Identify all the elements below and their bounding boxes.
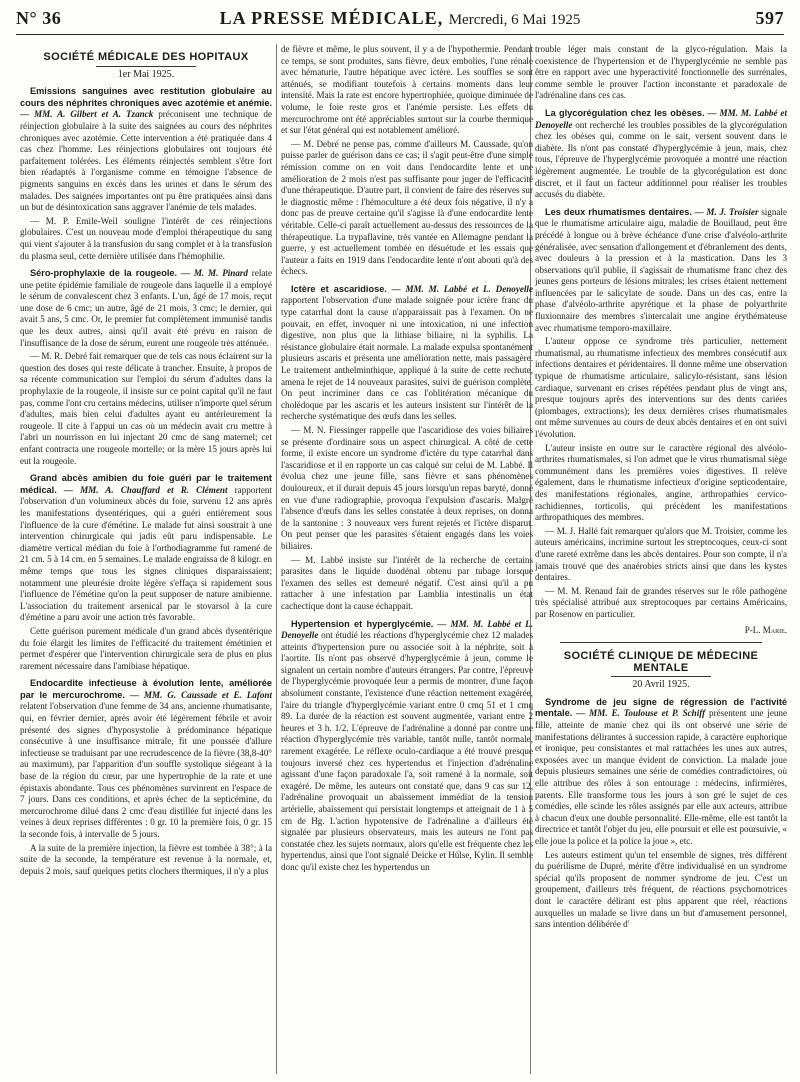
article-title: La glycorégulation chez les obèses.: [545, 107, 705, 118]
article-paragraph: L'auteur oppose ce syndrome très particulier, nettement rhumatismal, au rhumatisme infectieux des membres consécutif aux infections dentaires et péridentaires. Il donne même une observation typique de rhumatisme articulaire, salicylo-résistant, sans lésion cardiaque, survenant en crises répétées pendant plus de vingt ans, presque toujours après des interventions sur des dents cariées (plombages, extractions); les deux dernières crises rhumatismales ont même survenues au cours de deux abcès dentaires et en ont suivi l'évolution.: [535, 336, 787, 439]
article-paragraph: — M. Debré ne pense pas, comme d'ailleurs M. Caussade, qu'on puisse parler de guérison dans ce cas; il s'agit peut-être d'une simple rémission comme on en voit dans l'endocardite lente et une amélioration de 2 mois n'est pas suffisante pour juger de l'efficacité d'une thérapeutique. D'autre part, il convient de faire des réserves sur le diagnostic même : l'hémoculture a été deux fois négative, il n'y a donc pas de preuve certaine qu'il s'agisse là d'une endocardite lente véritable. Celle-ci paraît actuellement au-dessus des ressources de la thérapeutique. La trypaflavine, très vantée en Allemagne pendant la guerre, y est actuellement tombée en désuétude et les essais que l'auteur a faits en 1919 dans l'endocardite lente n'ont abouti qu'à des échecs.: [281, 138, 533, 277]
signature: [535, 625, 787, 637]
column-3: [535, 44, 787, 1076]
article-authors: — M. M. Pinard: [180, 268, 248, 279]
article-authors: — MM. G. Caussade et E. Lafont: [129, 689, 272, 700]
column-1: [20, 44, 272, 1076]
article-paragraph: Les auteurs estiment qu'un tel ensemble de signes, très différent du puérilisme de Dupré, mérite d'être individualisé en un syndrome spécial qu'ils proposent de nommer syndrome de jeu. C'est un groupement, d'ailleurs très fréquent, de réactions psychomotrices dont le caractère délirant est plus apparent que réel, réactions auxquelles un malade se livre dans un but d'amusement personnel, sans intention délibérée d': [535, 849, 787, 930]
article-authors: — M. J. Troisier: [694, 206, 759, 217]
article-text: rapportent l'observation d'un volumineux abcès du foie, survenu 12 ans après les manifestations dysentériques, qui a guéri entièrement sous l'influence de la cure d'émétine. Le malade fut ainsi soustrait à une intervention chirurgicale qui jadis eût paru indispensable. Le diamètre vertical médian du foie à l'orthodiagramme fut ramené de 21 cm. 5 à 14 cm. en 5 semaines. Le malade engraissa de 8 kilogr. en même temps que tous les signes cliniques disparaissaient; notamment une pleurésie droite légère s'effaça si rapidement sous l'influence de l'émétine qu'on la peut supposer de nature amibienne. L'association du traitement arsenical par le stovarsol à la cure d'émétine a paru avoir une action très favorable.: [20, 484, 272, 623]
signature-text: P-L. Marie.: [744, 624, 787, 635]
article-text: préconisent une technique de réinjection globulaire à la suite des saignées au cours des néphrites chroniques avec azotémie. Cette intervention a été pratiquée dans 4 cas chez l'homme. Les réinjections globulaires ont toujours été parfaitement tolérées. Les éléments réinjectés semblent s'être fort bien réadaptés à l'organisme comme en témoigne l'absence de pigments sanguins en excès dans les urines et dans le sérum des malades. Des saignées importantes ont pu être pratiquées ainsi dans un but de désintoxication sans aggraver l'anémie de tels malades.: [20, 109, 272, 213]
article-paragraph: — M. P. Emile-Weil souligne l'intérêt de ces réinjections globulaires. C'est un nouveau mode d'emploi thérapeutique du sang qui vient s'ajouter à la transfusion du sang complet et à la transfusion du plasma seul, cette dernière utilisée dans l'hémophilie.: [20, 215, 272, 261]
article-paragraph: L'auteur insiste en outre sur le caractère régional des alvéolo-arthrites rhumatismales, si l'on admet que le virus rhumatismal siège communément dans les premières voies digestives. Il relève également, dans le rhumatisme infectieux d'origine septicodentaire, des manifestations régionales, angine, arthropathies cervico-rachidiennes, torticolis, qui précèdent les manifestations arthropathiques des membres.: [535, 442, 787, 523]
society-rule: [611, 676, 712, 677]
article-title: Ictère et ascaridiose.: [291, 283, 387, 294]
page-number: 597: [755, 8, 784, 28]
article-paragraph: A la suite de la première injection, la fièvre est tombée à 38°; à la suite de la seconde, la température est revenue à la normale, et, depuis 2 mois, sauf quelques petits clochers thermiques, il n'y a plus: [20, 842, 272, 876]
article-paragraph: — M. M. Renaud fait de grandes réserves sur le rôle pathogène très spécialisé attribué aux streptocoques par certains Américains, par Rosenow en particulier.: [535, 585, 787, 619]
article-paragraph: [281, 619, 533, 874]
article-paragraph: de fièvre et même, le plus souvent, il y a de l'hypothermie. Pendant ce temps, se sont produites, sans fièvre, deux embolies, l'une rénale avec hématurie, l'autre hépatique avec ictère. Les souffles se sont atténués, se modifiant toutefois à certains moments dans leur intensité. Mais la rate est encore hypertrophiée, quoique diminuée de volume, le foie reste gros et l'anémie persiste. Les effets du mercurochrome ont été appréciables surtout sur la courbe thermique et sur l'état général qui est notablement amélioré.: [281, 44, 533, 136]
article-paragraph: — M. R. Debré fait remarquer que de tels cas nous éclairent sur la question des doses qui reste délicate à trancher. Ensuite, à propos de sa récente communication sur l'emploi du sérum d'adultes dans la prophylaxie de la rougeole, il insiste sur ce point capital qu'il ne faut pas, comme l'ont cru certains médecins, utiliser n'importe quel sérum d'adultes, mais bien celui d'adultes ayant eu antérieurement la rougeole. Il cite à l'appui un cas où un médecin avait cru mettre à l'abri un nourrisson en lui injectant 20 cmc de sang maternel; cet enfant contracta une rougeole mortelle; or la mère 15 jours après lui eut la rougeole.: [20, 351, 272, 466]
journal-title-line: [16, 8, 784, 29]
running-header: [16, 6, 784, 34]
article-paragraph: [281, 284, 533, 423]
article-text: relate une petite épidémie familiale de rougeole dans laquelle il a employé le sérum de convalescent chez 3 enfants. L'un, âgé de 17 mois, reçut une dose de 6 cmc; un autre, âgé de 21 mois, 3 cmc; le dernier, qui avait 5 ans, 5 cmc. Or, le premier fut complètement immunisé tandis que les deux autres, ainsi qu'il avait été prévu en raison de l'insuffisance de la dose de sérum, eurent une rougeole très atténuée.: [20, 268, 272, 348]
society-rule: [96, 66, 197, 67]
article-text: ont étudié les réactions d'hyperglycémie chez 12 malades atteints d'hypertension pure ou associée soit à la néphrite, soit à l'aortite. Ils n'ont pas observé d'hyperglycémie à jeun, comme le signalent un certain nombre d'auteurs étrangers. Par contre, l'épreuve de l'hyperglycémie provoquée leur a permis de montrer, d'une façon absolument constante, l'existence d'une réaction nettement exagérée, l'aire du triangle d'hyperglycémie variant entre 0 cmq 51 et 1 cmq 89. La durée de la réaction est souvent augmentée, variant entre 2 heures et 3 h. 1/2. L'épreuve de l'adrénaline a donné par contre une réaction d'hyperglycémie très variable, tantôt nulle, tantôt normale, rarement exagérée. Le réflexe oculo-cardiaque a été trouvé presque toujours inversé chez ces hypertendus et l'injection d'adrénaline agissant d'une façon paradoxale l'a, soit ramené à la normale, soit exagéré. De même, les auteurs ont constaté que, dans 9 cas sur 12, l'adrénaline provoquait un abaissement immédiat de la tension artérielle, abaissement qui persistait longtemps et atteignait de 1 à 5 cm de Hg. L'action hypotensive de l'adrénaline a d'ailleurs été signalée par plusieurs observateurs, mais les auteurs ne l'ont pas constatée chez les sujets normaux, alors qu'elle est fréquente chez les hypertendus, ainsi que l'ont signalé Deicke et Hülse, Kylin. Il semble donc qu'il existe chez les hypertendus un: [281, 630, 533, 872]
article-authors: — MM. M. Labbé et L. Denoyelle: [281, 618, 533, 641]
journal-title: LA PRESSE MÉDICALE,: [219, 8, 444, 28]
article-paragraph: trouble léger mais constant de la glyco-régulation. Mais la coexistence de l'hypertension et de l'hyperglycémie ne semble pas être en rapport avec une hyperactivité fonctionnelle des surrénales, comme semble le prouver l'action inconstante et paradoxale de l'adrénaline dans ces cas.: [535, 44, 787, 101]
article-authors: — MM. M. Labbé et Denoyelle: [535, 107, 787, 130]
article-title: Emissions sanguines avec restitution globulaire au cours des néphrites chroniques avec azotémie et anémie.: [20, 86, 272, 108]
article-paragraph: [20, 86, 272, 214]
society-title: SOCIÉTÉ CLINIQUE DE MÉDECINE MENTALE: [563, 650, 759, 674]
article-paragraph: — M. J. Hallé fait remarquer qu'alors que M. Troisier, comme les auteurs américains, incrimine surtout les streptocoques, ceux-ci sont d'une rareté extrême dans les abcès dentaires. Pour son compte, il n'a jamais trouvé que des anaérobies stricts ainsi que dans les kystes dentaires.: [535, 525, 787, 583]
article-title: Séro-prophylaxie de la rougeole.: [30, 268, 178, 279]
article-paragraph: [20, 473, 272, 624]
article-text: signale que le rhumatisme articulaire aigu, maladie de Bouillaud, peut être précédé à longue ou à brève échéance d'une crise d'alvéolo-arthrite généralisée, avec sensation d'allongement et d'ébranlement des dents, avec douleurs à la pression et à la mastication. Dans les 3 observations qu'il publie, il s'agissait de rhumatisme franc chez des jeunes gens porteurs de lésions mitrales; les crises étaient nettement influencées par le salicylate de soude. Dans un des cas, entre la phase d'alvéolo-arthrite apyrétique et la phase de polyarthrite fluxionnaire des membres s'intercalait une angine érythémateuse avec rhumatisme temporo-maxillaire.: [535, 206, 787, 333]
article-title: Endocardite infectieuse à évolution lente, améliorée par le mercurochrome.: [20, 678, 272, 700]
article-text: présentent une jeune fille, atteinte de manie chez qui ils ont observé une série de manifestations délirantes à succession rapide, à caractère euphorique et ironique, peu consistantes et mal rattachées les unes aux autres, exposées avec un manque évident de conviction. La malade joue depuis plusieurs semaines une série de comédies contradictoires, où elle attribue des rôles à son entourage : médecins, infirmières, parents. Elle transforme tous les jours à son gré le sujet de ces comédies, elle scinde les rôles assignés par elle aux acteurs, attribue à chacun d'eux une double personnalité. Elle-même, elle est tantôt la directrice et tantôt l'objet du jeu, elle poursuit et elle est poursuivie, « elle joue la police et la police la joue », etc.: [535, 708, 787, 846]
article-authors: — MM. A. Chauffard et R. Clément: [63, 484, 228, 495]
session-date: 1er Mai 1925.: [117, 68, 175, 80]
session-date: 20 Avril 1925.: [632, 679, 690, 691]
issue-date: Mercredi, 6 Mai 1925: [448, 12, 581, 28]
article-title: Les deux rhumatismes dentaires.: [545, 206, 692, 217]
section-rule: [560, 642, 762, 643]
article-title: Hypertension et hyperglycémie.: [291, 618, 434, 629]
article-authors: — MM. E. Toulouse et P. Schiff: [576, 708, 706, 719]
article-paragraph: [535, 108, 787, 201]
article-authors: — MM. M. Labbé et L. Denoyelle: [391, 283, 533, 294]
article-paragraph: [535, 697, 787, 848]
article-paragraph: [20, 678, 272, 840]
article-paragraph: Cette guérison purement médicale d'un grand abcès dysentérique du foie élargit les limites de l'efficacité du traitement émétinien et permet d'espérer que l'intervention chirurgicale sera de plus en plus rarement nécessaire dans l'amibiase hépatique.: [20, 625, 272, 671]
article-paragraph: — M. Labbé insiste sur l'intérêt de la recherche de certains parasites dans le liquide duodénal obtenu par tubage lorsque l'examen des selles est demeuré négatif. C'est ainsi qu'il a pu rattacher à une infestation par Lamblia intestinalis un état cachectique dont la cause échappait.: [281, 554, 533, 611]
issue-number: N° 36: [16, 8, 62, 28]
article-paragraph: — M. N. Fiessinger rappelle que l'ascaridiose des voies biliaires se présente d'ordinaire sous un aspect chirurgical. A côté de cette forme, il existe encore un syndrome d'ictère du type catarrhal dans l'ascaridiose et il en rapporte un cas calqué sur celui de M. Labbé. Il évolua chez une jeune fille, sans fièvre et sans phénomènes douloureux, et il durait depuis 45 jours lorsqu'un repas baryté, donné en vue d'une radiographie, provoqua l'expulsion d'ascaris. Malgré l'absence d'œufs dans les selles constatée à deux reprises, on donna de la santonine : 3 nouveaux vers furent rejetés et l'ictère disparut. On peut penser que les parasites s'étaient engagés dans les voies biliaires.: [281, 425, 533, 551]
article-title: Syndrome de jeu signe de régression de l'activité mentale.: [535, 696, 787, 719]
article-authors: — MM. A. Gilbert et A. Tzanck: [20, 109, 154, 120]
column-divider: [276, 44, 277, 1074]
article-paragraph: [535, 207, 787, 335]
article-title: Grand abcès amibien du foie guéri par le traitement médical.: [20, 473, 272, 495]
society-title: SOCIÉTÉ MÉDICALE DES HOPITAUX: [43, 51, 249, 63]
article-text: rapportent l'observation d'une malade soignée pour ictère franc du type catarrhal dont la cause n'apparaissait pas à l'examen. On ne pouvait, en effet, invoquer ni une intoxication, ni une infection digestive, non plus que la lithiase biliaire, ni la syphilis. La résistance globulaire était normale. La malade expulsa spontanément plusieurs ascaris et présenta une amélioration nette, mais passagère. Le traitement anthelminthique, appliqué à la suite de cette rechute, amena le rejet de 14 nouveaux parasites, suivi de guérison complète. On peut incriminer dans ce cas l'oblitération mécanique du cholédoque par les ascaris et les auteurs insistent sur l'intérêt de la recherche systématique des œufs dans les selles.: [281, 295, 533, 422]
column-2: [281, 44, 533, 1076]
article-text: relatent l'observation d'une femme de 34 ans, ancienne rhumatisante, qui, en février dernier, après avoir été légèrement fébrile et avoir présenté des signes d'hyposystolie à prédominance hépatique consécutive à une insuffisance mitrale, fit une poussée d'allure infectieuse se traduisant par une recrudescence de la fièvre (38,8-40° au maximum), par l'apparition d'un souffle systolique siégeant à la base de la région du cœur, par une hypertrophie de la rate et une épistaxis abondante. Tous ces phénomènes survinrent en l'espace de 7 jours. Dans ces conditions, et après échec de la septicémine, du mercurochrome dilué dans 2 cmc d'eau distillée fut injecté dans les veines à deux reprises différentes : 0 gr. 10 la première fois, 0 gr. 15 la seconde fois, à intervalle de 5 jours.: [20, 701, 272, 839]
article-paragraph: [20, 268, 272, 349]
article-text: ont recherché les troubles possibles de la glycorégulation chez les obèses qui, comme on le sait, versent souvent dans le diabète. Ils n'ont pas constaté d'hyperglycémie à jeun, mais, chez tous, l'épreuve de l'hyperglycémie provoquée a montré une réaction légèrement augmentée. Le trouble de la glycorégulation est donc discret, et il faut un facteur additionnel pour réaliser les troubles accusés du diabète.: [535, 119, 787, 200]
header-rule: [16, 34, 784, 35]
